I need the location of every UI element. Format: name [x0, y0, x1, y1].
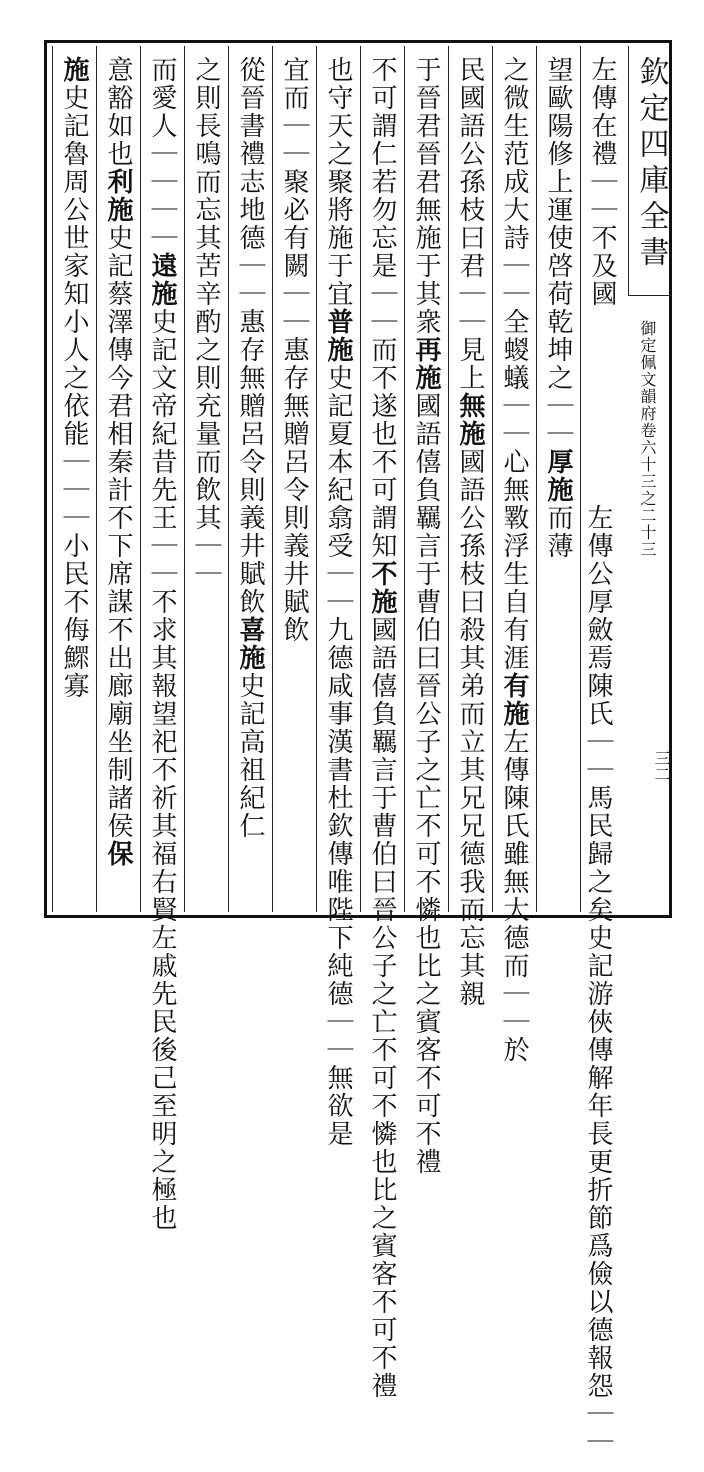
text-run: 史記夏本紀翕受｜｜九德咸事漢書杜欽傳唯陛下純德｜｜無欲是 [318, 364, 358, 1148]
text-run: 國語公孫枝曰殺其弟而立其兄兄德我而忘其親 [450, 448, 490, 1008]
text-run: 左傳公厚斂焉陳氏｜｜馬民歸之矣史記游俠傳解年長更折節爲儉以德報怨｜｜而薄 [538, 504, 618, 1472]
column-rule [272, 46, 273, 912]
text-column [230, 56, 270, 840]
text-run: 左傳陳氏雖無大德而｜｜於 [494, 728, 534, 1064]
text-column [494, 56, 534, 1064]
column-rule [360, 46, 361, 912]
headword: 普施 [318, 308, 358, 364]
text-column [406, 56, 446, 1176]
column-rule [228, 46, 229, 912]
text-run: 宜而｜｜聚必有闕｜｜惠存無贈呂令則義井賦飲 [274, 56, 314, 644]
headword: 厚施 [538, 448, 578, 504]
text-run: 史記高祖紀仁 [230, 672, 270, 840]
text-column [274, 56, 314, 644]
volume-label: 御定佩文韻府卷六十三之二十三 [636, 320, 659, 558]
text-run: 從晉書禮志地德｜｜惠存無贈呂令則義井賦飲 [230, 56, 270, 616]
column-rule [316, 46, 317, 912]
text-run: 也守天之聚將施于宜 [318, 56, 358, 308]
text-run: 之則長鳴而忘其苦辛酌之則充量而飲其｜｜ [186, 56, 226, 588]
text-run: 左傳在禮｜｜不及國 [582, 56, 622, 308]
text-run: 史記蔡澤傳今君相秦計不下席謀不出廊廟坐制諸侯 [98, 224, 138, 840]
headword: 遠施 [142, 252, 182, 308]
headword: 喜施 [230, 616, 270, 672]
headword: 保 [98, 840, 138, 868]
book-title-box [628, 46, 672, 296]
text-run: 不可謂仁若勿忘是｜｜而不遂也不可謂知 [362, 56, 402, 560]
text-column [54, 56, 94, 700]
column-rule [52, 46, 53, 912]
text-column [186, 56, 226, 588]
text-column [450, 56, 490, 1008]
column-rule [184, 46, 185, 912]
text-run: 意豁如也 [98, 56, 138, 168]
headword: 無施 [450, 392, 490, 448]
text-run: 而愛人｜｜｜｜ [142, 56, 182, 252]
column-rule [96, 46, 97, 912]
column-rule [448, 46, 449, 912]
headword: 不施 [362, 560, 402, 616]
text-column [318, 56, 358, 1148]
text-run: 國語僖負羈言于曹伯曰晉公子之亡不可不憐也比之賓客不可不禮 [406, 392, 446, 1176]
column-rule [140, 46, 141, 912]
text-run: 國語僖負羈言于曹伯曰晉公子之亡不可不憐也比之賓客不可不禮 [362, 616, 402, 1400]
headword: 利施 [98, 168, 138, 224]
text-run: 之微生范成大詩｜｜全蝬蟻｜｜心無斁浮生自有涯 [494, 56, 534, 672]
text-column [538, 56, 578, 1472]
column-rule [492, 46, 493, 912]
text-column [98, 56, 138, 868]
column-rule [404, 46, 405, 912]
headword: 有施 [494, 672, 534, 728]
text-run: 望歐陽修上運使啓荷乾坤之｜｜ [538, 56, 578, 448]
page-number: 三二 [650, 750, 673, 782]
headword: 施 [54, 56, 94, 84]
text-run: 史記魯周公世家知小人之依能｜｜｜小民不侮鰥寡 [54, 84, 94, 700]
text-column [582, 56, 622, 308]
book-title: 欽定四庫全書 [629, 46, 673, 295]
text-run: 于晉君晉君無施于其衆 [406, 56, 446, 336]
text-run: 史記文帝紀昔先王｜｜不求其報望祀不祈其福右賢左戚先民後己至明之極也 [142, 308, 182, 1232]
text-column [362, 56, 402, 1400]
text-column [142, 56, 182, 1232]
column-rule [536, 46, 537, 912]
headword: 再施 [406, 336, 446, 392]
text-run: 民國語公孫枝曰君｜｜見上 [450, 56, 490, 392]
